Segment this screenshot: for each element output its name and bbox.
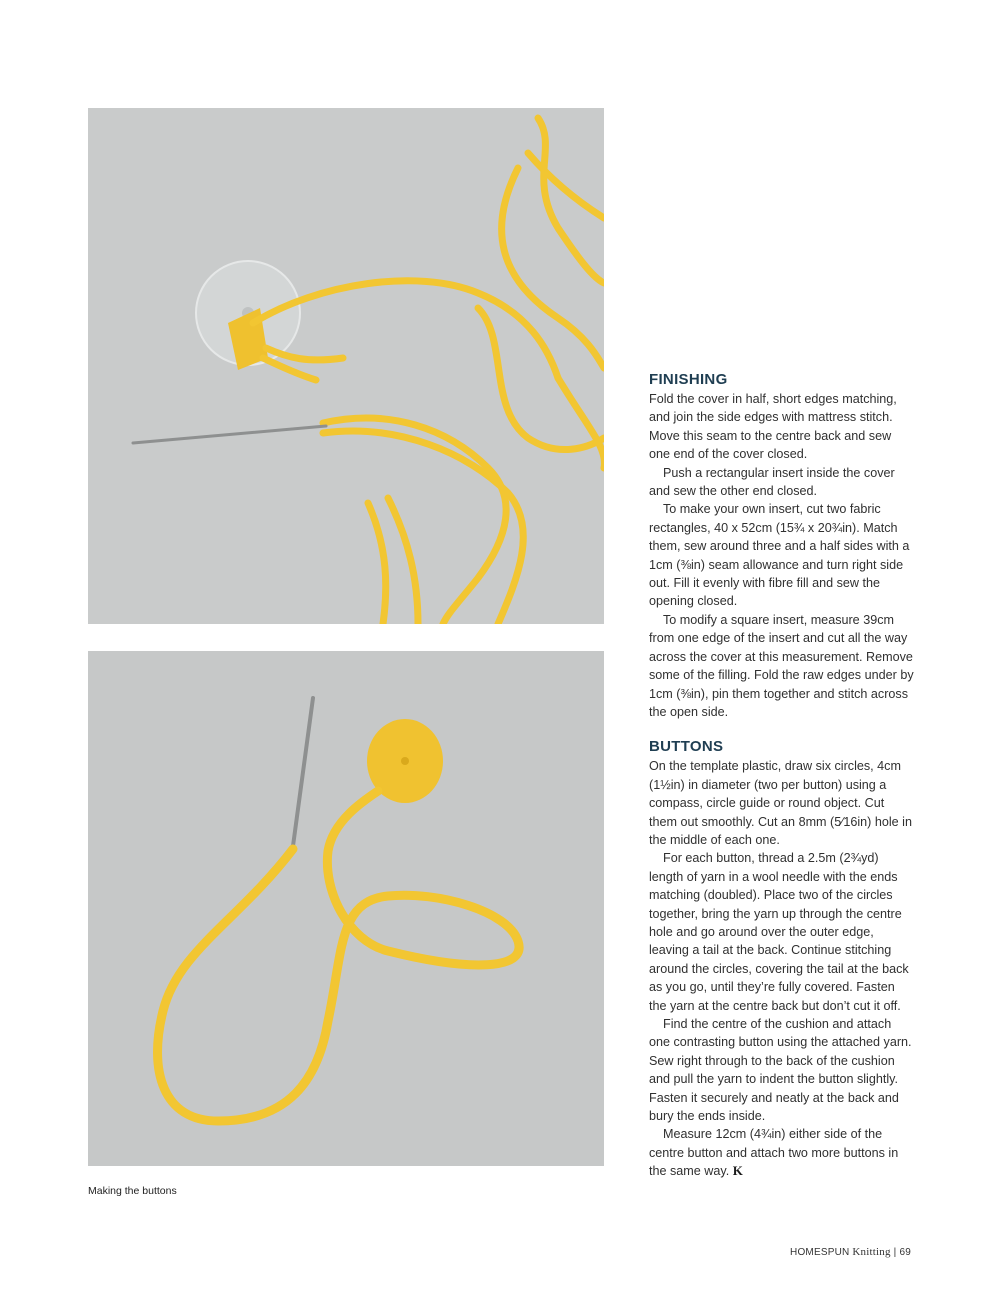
end-mark: K: [732, 1163, 743, 1179]
finishing-paragraph: To make your own insert, cut two fabric rectangles, 40 x 52cm (15¾ x 20¾in). Match them, sew around three and a half sides with a 1cm (⅜in) seam allowance and turn right side out. Fill it evenly with fibre fill and sew the opening closed.: [649, 502, 910, 609]
page-footer: [790, 1246, 911, 1258]
buttons-paragraph: Find the centre of the cushion and attach one contrasting button using the attached yarn. Sew right through to the back of the cushion and pull the yarn to indent the button slightly. Fasten it securely and neatly at the back and bury the ends inside.: [649, 1017, 912, 1124]
footer-separator: |: [893, 1247, 897, 1258]
buttons-paragraph: On the template plastic, draw six circles, 4cm (1½in) in diameter (two per button) using a compass, circle guide or round object. Cut them out smoothly. Cut an 8mm (5⁄16in) hole in the middle of each one.: [649, 759, 912, 847]
buttons-section: [649, 737, 914, 1180]
buttons-paragraph: For each button, thread a 2.5m (2¾yd) length of yarn in a wool needle with the ends matching (doubled). Place two of the circles together, bring the yarn up through the centre hole and go around over the outer edge, leaving a tail at the back. Continue stitching around the circles, covering the tail at the back as you go, until they’re fully covered. Fasten the yarn at the centre back but don’t cut it off.: [649, 851, 909, 1013]
finishing-paragraph: Fold the cover in half, short edges matching, and join the side edges with mattress stitch. Move this seam to the centre back and sew one end of the cover closed.: [649, 392, 897, 462]
photo-covered-button: [88, 651, 604, 1166]
photo-yarn-and-needle: [88, 108, 604, 624]
instructions-column: [649, 370, 914, 1197]
buttons-paragraph-last: [649, 1125, 914, 1180]
finishing-heading: FINISHING: [649, 371, 728, 388]
finishing-paragraph: To modify a square insert, measure 39cm from one edge of the insert and cut all the way across the cover at this measurement. Remove some of the filling. Fold the raw edges under by 1cm (⅜in), pin them together and stitch across the open side.: [649, 612, 914, 719]
photo-caption: Making the buttons: [88, 1185, 177, 1197]
page-number: 69: [899, 1247, 911, 1258]
buttons-heading: BUTTONS: [649, 738, 724, 756]
finishing-section: [649, 370, 914, 721]
footer-brand-sub: Knitting: [852, 1246, 891, 1258]
button-yarn-illustration: [88, 651, 604, 1166]
buttons-paragraph-text: Measure 12cm (4¾in) either side of the centre button and attach two more buttons in the same way.: [649, 1127, 899, 1179]
finishing-paragraph: Push a rectangular insert inside the cover and sew the other end closed.: [649, 465, 895, 499]
footer-brand: HOMESPUN: [790, 1247, 850, 1258]
yarn-needle-illustration: [88, 108, 604, 624]
